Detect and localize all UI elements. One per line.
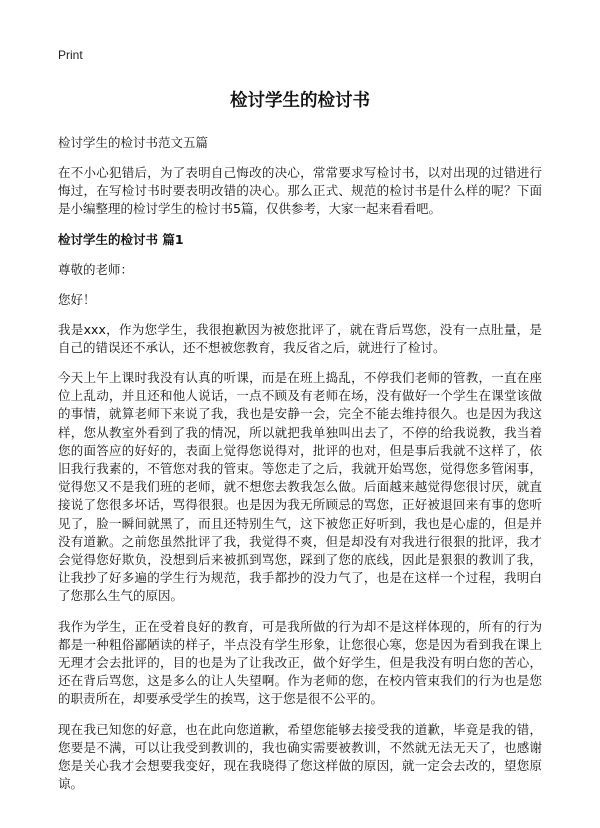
body-paragraph: 今天上午上课时我没有认真的听课，而是在班上捣乱，不停我们老师的管教，一直在座位上乱动，并且还和他人说话，一点不顾及有老师在场，没有做好一个学生在课堂该做的事情，就算老师下来说了我，我也是安静一会，完全不能去维持很久。也是因为我这样，您从教室外看到了我的情况，所以就把我单独叫出去了，不停的给我说教，我当着您的面答应的好好的，表面上觉得您说得对，批评的也对，但是事后我就不这样了，依旧我行我素的，不管您对我的管束。等您走了之后，我就开始骂您，觉得您多管闲事，觉得您又不是我们班的老师，就不想您去教我怎么做。后面越来越觉得您很讨厌，就直接说了您很多坏话，骂得很狠。也是因为我无所顾忌的骂您，正好被退回来有事的您听见了，脸一瞬间就黑了，而且还特别生气，这下被您正好听到，我也是心虚的，但是并没有道歉。之前您虽然批评了我，我觉得不爽，但是却没有对我进行很狠的批评，我才会觉得您好欺负，没想到后来被抓到骂您，踩到了您的底线，因此是狠狠的教训了我，让我抄了好多遍的学生行为规范，我手都抄的没力气了，也是在这样一个过程，我明白了您那么生气的原因。: [58, 370, 542, 604]
greeting: 您好！: [58, 291, 96, 307]
body-paragraph: 我是xxx，作为您学生，我很抱歉因为被您批评了，就在背后骂您，没有一点肚量，是自己的错误还不承认，还不想被您教育，我反省之后，就进行了检讨。: [58, 321, 542, 355]
salutation: 尊敬的老师：: [58, 261, 134, 277]
body-paragraph: 我作为学生，正在受着良好的教育，可是我所做的行为却不是这样体现的，所有的行为都是一种粗俗鄙陋读的样子，半点没有学生形象，让您很心寒，您是因为看到我在课上无理才会去批评的，目的也是为了让我改正，做个好学生，但是我没有明白您的苦心，还在背后骂您，这是多么的让人失望啊。作为老师的您，在校内管束我们的行为也是您的职责所在，却要承受学生的挨骂，这于您是很不公平的。: [58, 618, 542, 707]
body-paragraph: 现在我已知您的好意，也在此向您道歉，希望您能够去接受我的道歉，毕竟是我的错，您要是不满，可以让我受到教训的，我也确实需要被教训，不然就无法无天了，也感谢您是关心我才会想要我变好，现在我晓得了您这样做的原因，就一定会去改的，望您原谅。: [58, 721, 542, 792]
print-link[interactable]: Print: [58, 48, 83, 62]
page-title: 检讨学生的检讨书: [230, 91, 370, 111]
section-heading: 检讨学生的检讨书 篇1: [58, 231, 184, 247]
subtitle: 检讨学生的检讨书范文五篇: [58, 135, 209, 150]
intro-paragraph: 在不小心犯错后，为了表明自己悔改的决心，常常要求写检讨书，以对出现的过错进行悔过，在写检讨书时要表明改错的决心。那么正式、规范的检讨书是什么样的呢？下面是小编整理的检讨学生的检讨书5篇，仅供参考，大家一起来看看吧。: [58, 165, 542, 217]
